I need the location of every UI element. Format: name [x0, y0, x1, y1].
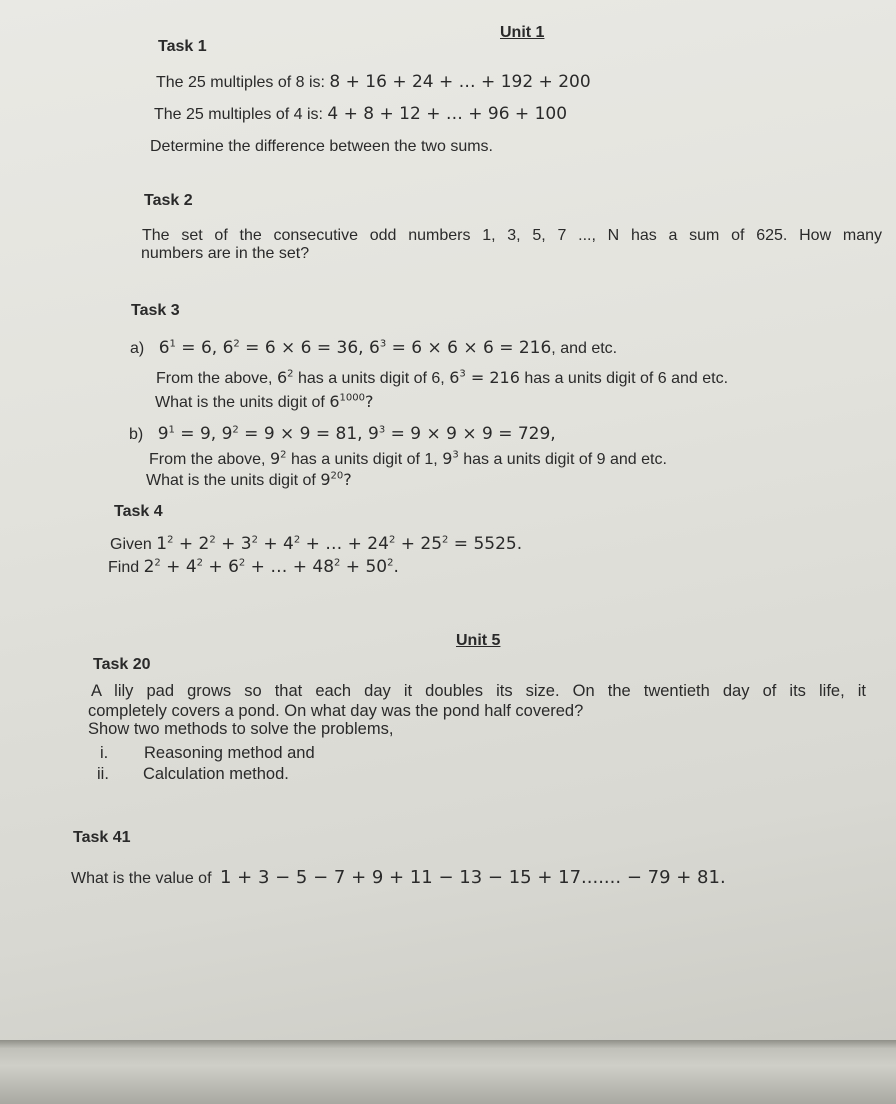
task20-item1-text: Reasoning method and	[144, 744, 315, 762]
task3a-from-mid: has a units digit of 6,	[297, 370, 445, 387]
task20-item2-text: Calculation method.	[143, 765, 289, 783]
task20-item2-marker: ii.	[97, 765, 109, 783]
task3b-from-mid: has a units digit of 1,	[290, 451, 438, 468]
task3b-label: b)	[129, 426, 144, 443]
task3a-from-expr1: $6^2$	[276, 368, 294, 387]
task20-line3: Show two methods to solve the problems,	[88, 720, 394, 738]
task20-line2: completely covers a pond. On what day was the pond half covered?	[88, 702, 584, 720]
task3a-from-end: has a units digit of 6 and etc.	[524, 370, 729, 387]
task1-heading: Task 1	[158, 38, 207, 55]
task3a-question-expr: $6^{1000}$?	[329, 392, 374, 411]
task2-line2: numbers are in the set?	[141, 245, 310, 262]
task3b-from-end: has a units digit of 9 and etc.	[463, 451, 667, 468]
task2-line1: The set of the consecutive odd numbers 1, 3, 5, 7 ..., N has a sum of 625. How many	[142, 227, 882, 244]
task3b-from-expr1: $9^2$	[269, 449, 287, 468]
task3a-from-expr2: $6^3 = 216$	[449, 368, 520, 387]
task3b-question-text: What is the units digit of	[146, 472, 316, 489]
task41-heading: Task 41	[73, 829, 131, 846]
task3b-question-expr: $9^{20}$?	[320, 470, 352, 489]
task4-given-label: Given	[110, 536, 152, 553]
unit5-title: Unit 5	[456, 632, 501, 649]
task41-expr: 1 + 3 − 5 − 7 + 9 + 11 − 13 − 15 + 17....... − 79 + 81.	[219, 867, 726, 888]
task1-line1	[156, 72, 591, 92]
task41-question-text: What is the value of	[71, 870, 212, 887]
task3a-expr: $6^1 = 6$, $6^2 = 6 \times 6 = 36$, $6^3 = 6 \times 6 \times 6 = 216$	[158, 338, 552, 358]
task20-item1-marker: i.	[100, 744, 109, 762]
task3b-from	[149, 449, 667, 469]
task3a-suffix: , and etc.	[551, 340, 618, 357]
task3a-question-text: What is the units digit of	[155, 394, 325, 411]
task1-line1-label: The 25 multiples of 8 is:	[156, 74, 325, 91]
task20-heading: Task 20	[93, 656, 151, 673]
task3a-label: a)	[130, 340, 145, 357]
task3b-from-expr2: $9^3$	[442, 449, 459, 468]
task3b-question	[146, 470, 352, 490]
task20-item1	[100, 744, 315, 763]
task4-find-expr: $2^2 + 4^2 + 6^2$ + … + $48^2 + 50^2$.	[143, 557, 399, 577]
task3a-line	[130, 338, 617, 358]
task1-line1-expr: 8 + 16 + 24 + … + 192 + 200	[329, 72, 591, 92]
task3b-expr: $9^1 = 9$, $9^2 = 9 \times 9 = 81$, $9^3 = 9 \times 9 \times 9 = 729$,	[157, 424, 556, 444]
task2-heading: Task 2	[144, 192, 193, 209]
task4-find	[108, 557, 399, 577]
background-surface	[0, 1040, 896, 1104]
task3b-from-label: From the above,	[149, 451, 266, 468]
task4-heading: Task 4	[114, 503, 163, 520]
unit1-title: Unit 1	[500, 24, 545, 41]
task20-line1: A lily pad grows so that each day it doubles its size. On the twentieth day of its life, it	[91, 682, 866, 700]
task3a-from-label: From the above,	[156, 370, 273, 387]
task4-find-label: Find	[108, 559, 140, 576]
task3a-from	[156, 368, 728, 388]
task3b-line	[129, 424, 556, 444]
task41-question	[71, 867, 726, 888]
task1-line2-label: The 25 multiples of 4 is:	[154, 106, 323, 123]
task1-line2	[154, 104, 567, 124]
task4-given	[110, 534, 522, 554]
task3-heading: Task 3	[131, 302, 180, 319]
task20-item2	[97, 765, 289, 784]
task1-line2-expr: 4 + 8 + 12 + … + 96 + 100	[327, 104, 568, 124]
task4-given-expr: $1^2 + 2^2 + 3^2 + 4^2$ + … + $24^2 + 25^2 = 5525$.	[156, 534, 523, 554]
task1-question: Determine the difference between the two sums.	[150, 138, 493, 155]
task3a-question	[155, 392, 373, 412]
